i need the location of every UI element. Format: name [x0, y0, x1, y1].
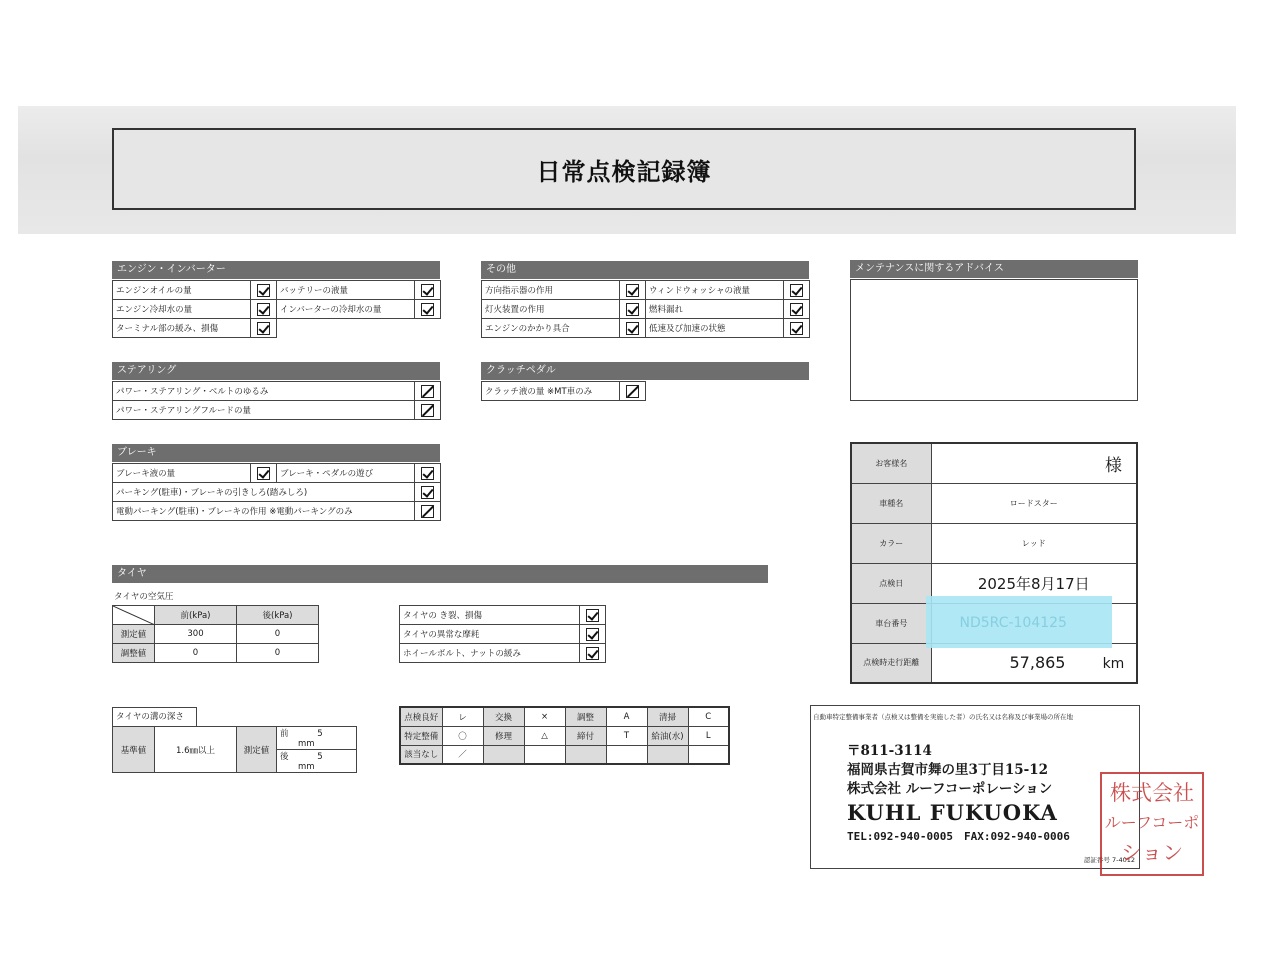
- checkbox-checked[interactable]: [257, 284, 270, 297]
- legend-symbol: C: [688, 707, 729, 726]
- mileage-label: 点検時走行距離: [851, 643, 931, 683]
- checkbox-checked[interactable]: [257, 467, 270, 480]
- legend-symbol: レ: [442, 707, 483, 726]
- legend-symbol: T: [606, 726, 647, 745]
- shop-header: 自動車特定整備事業者（点検又は整備を実施した者）の氏名又は名称及び事業場の所在地: [813, 713, 1073, 721]
- customer-name-label: お客様名: [851, 443, 931, 483]
- tire-check-table: [399, 605, 606, 663]
- row-header: 測定値: [113, 625, 155, 644]
- checkbox-checked[interactable]: [421, 284, 434, 297]
- standard-value: 1.6㎜以上: [155, 727, 237, 773]
- shop-phone: TEL:092-940-0005 FAX:092-940-0006: [847, 830, 1070, 843]
- legend-label: 交換: [483, 707, 524, 726]
- legend-label: 修理: [483, 726, 524, 745]
- legend-label: 調整: [565, 707, 606, 726]
- car-model-value[interactable]: ロードスター: [931, 483, 1137, 523]
- color-label: カラー: [851, 523, 931, 563]
- column-header: 後(kPa): [237, 606, 319, 625]
- clutch-table: [481, 381, 646, 401]
- stamp-line: 株式会社: [1110, 781, 1194, 805]
- groove-depth-table: [112, 726, 357, 773]
- shop-brand: KUHL FUKUOKA: [847, 800, 1058, 825]
- legend-symbol: △: [524, 726, 565, 745]
- tire-pressure-label: タイヤの空気圧: [114, 592, 174, 602]
- checkbox-not-applicable[interactable]: [421, 385, 434, 398]
- mileage-value[interactable]: 57,865: [1009, 653, 1066, 673]
- inspection-date-label: 点検日: [851, 563, 931, 603]
- rear-adjusted-value[interactable]: 0: [237, 644, 319, 663]
- customer-name-value[interactable]: 様: [931, 443, 1137, 483]
- item-label: パワー・ステアリングフルードの量: [113, 401, 415, 420]
- item-label: タイヤの異常な摩耗: [400, 625, 580, 644]
- checkbox-checked[interactable]: [790, 322, 803, 335]
- inspection-date-value[interactable]: 2025年8月17日: [931, 563, 1137, 603]
- maintenance-advice-box[interactable]: [850, 279, 1138, 401]
- row-header: 調整値: [113, 644, 155, 663]
- item-label: 灯火装置の作用: [482, 300, 620, 319]
- section-header-engine: エンジン・インバーター: [112, 261, 440, 279]
- company-seal-stamp: [1100, 772, 1204, 876]
- item-label: エンジン冷却水の量: [113, 300, 251, 319]
- checkbox-checked[interactable]: [421, 303, 434, 316]
- checkbox-checked[interactable]: [626, 303, 639, 316]
- checkbox-checked[interactable]: [790, 284, 803, 297]
- checkbox-not-applicable[interactable]: [421, 404, 434, 417]
- mileage-unit: km: [1102, 656, 1125, 673]
- section-header-maintenance: メンテナンスに関するアドバイス: [850, 260, 1138, 278]
- legend-label: 給油(水): [647, 726, 688, 745]
- checkbox-checked[interactable]: [626, 284, 639, 297]
- engine-table: [112, 280, 441, 338]
- item-label: ターミナル部の緩み、損傷: [113, 319, 251, 338]
- stamp-line: ション: [1120, 841, 1184, 865]
- other-table: [481, 280, 810, 338]
- item-label: インバーターの冷却水の量: [277, 300, 415, 319]
- certification-number: 認証番号 7-4012: [1083, 856, 1135, 864]
- checkbox-checked[interactable]: [421, 467, 434, 480]
- checkbox-checked[interactable]: [257, 322, 270, 335]
- front-measured-value[interactable]: 300: [155, 625, 237, 644]
- item-label: ホイールボルト、ナットの緩み: [400, 644, 580, 663]
- checkbox-checked[interactable]: [586, 609, 599, 622]
- item-label: 電動パーキング(駐車)・ブレーキの作用 ※電動パーキングのみ: [113, 502, 415, 521]
- item-label: ブレーキ・ペダルの遊び: [277, 464, 415, 483]
- item-label: 燃料漏れ: [646, 300, 784, 319]
- legend-label: 点検良好: [400, 707, 442, 726]
- checkbox-not-applicable[interactable]: [421, 505, 434, 518]
- legend-table: [399, 706, 730, 765]
- legend-symbol: ／: [442, 745, 483, 764]
- rear-depth-value[interactable]: 5: [317, 752, 323, 762]
- item-label: タイヤの き裂、損傷: [400, 606, 580, 625]
- unit-label: mm: [298, 739, 315, 749]
- legend-label: 締付: [565, 726, 606, 745]
- page-title: 日常点検記録簿: [536, 157, 712, 186]
- color-value[interactable]: レッド: [931, 523, 1137, 563]
- unit-label: mm: [298, 762, 315, 772]
- legend-label: 清掃: [647, 707, 688, 726]
- shop-address: 福岡県古賀市舞の里3丁目15-12: [847, 762, 1049, 778]
- front-depth-value[interactable]: 5: [317, 729, 323, 739]
- checkbox-checked[interactable]: [586, 628, 599, 641]
- legend-symbol: A: [606, 707, 647, 726]
- standard-label: 基準値: [113, 727, 155, 773]
- item-label: クラッチ液の量 ※MT車のみ: [482, 382, 620, 401]
- title-box: [112, 128, 1136, 210]
- checkbox-checked[interactable]: [790, 303, 803, 316]
- section-header-other: その他: [481, 261, 809, 279]
- brake-table: [112, 463, 441, 521]
- checkbox-checked[interactable]: [257, 303, 270, 316]
- customer-info-table: [850, 442, 1138, 684]
- legend-symbol: L: [688, 726, 729, 745]
- chassis-number-label: 車台番号: [851, 603, 931, 643]
- front-short-label: 前: [280, 729, 289, 739]
- checkbox-checked[interactable]: [586, 647, 599, 660]
- column-header: 前(kPa): [155, 606, 237, 625]
- shop-postal: 〒811-3114: [847, 743, 932, 759]
- rear-measured-value[interactable]: 0: [237, 625, 319, 644]
- checkbox-checked[interactable]: [421, 486, 434, 499]
- item-label: 方向指示器の作用: [482, 281, 620, 300]
- item-label: ブレーキ液の量: [113, 464, 251, 483]
- item-label: エンジンのかかり具合: [482, 319, 620, 338]
- section-header-steering: ステアリング: [112, 362, 440, 380]
- item-label: パーキング(駐車)・ブレーキの引きしろ(踏みしろ): [113, 483, 415, 502]
- item-label: エンジンオイルの量: [113, 281, 251, 300]
- diagonal-cell: [113, 606, 155, 625]
- item-label: ウィンドウォッシャの液量: [646, 281, 784, 300]
- item-label: パワー・ステアリング・ベルトのゆるみ: [113, 382, 415, 401]
- chassis-number-value[interactable]: ND5RC-104125: [959, 615, 1067, 631]
- checkbox-checked[interactable]: [626, 322, 639, 335]
- shop-info-box: [810, 705, 1140, 869]
- checkbox-not-applicable[interactable]: [626, 385, 639, 398]
- front-adjusted-value[interactable]: 0: [155, 644, 237, 663]
- car-model-label: 車種名: [851, 483, 931, 523]
- groove-depth-label: タイヤの溝の深さ: [112, 707, 197, 726]
- item-label: バッテリーの液量: [277, 281, 415, 300]
- section-header-brake: ブレーキ: [112, 444, 440, 462]
- stamp-line: ルーフコーポ: [1104, 813, 1200, 832]
- legend-symbol: 〇: [442, 726, 483, 745]
- legend-label: 該当なし: [400, 745, 442, 764]
- item-label: 低速及び加速の状態: [646, 319, 784, 338]
- shop-company: 株式会社 ルーフコーポレーション: [847, 781, 1053, 797]
- diagonal-line: [113, 606, 155, 625]
- section-header-clutch: クラッチペダル: [481, 362, 809, 380]
- depth-measured-label: 測定値: [237, 727, 277, 773]
- rear-short-label: 後: [280, 752, 289, 762]
- steering-table: [112, 381, 441, 420]
- legend-symbol: ×: [524, 707, 565, 726]
- legend-label: 特定整備: [400, 726, 442, 745]
- section-header-tire: タイヤ: [112, 565, 768, 583]
- tire-pressure-table: [112, 605, 319, 663]
